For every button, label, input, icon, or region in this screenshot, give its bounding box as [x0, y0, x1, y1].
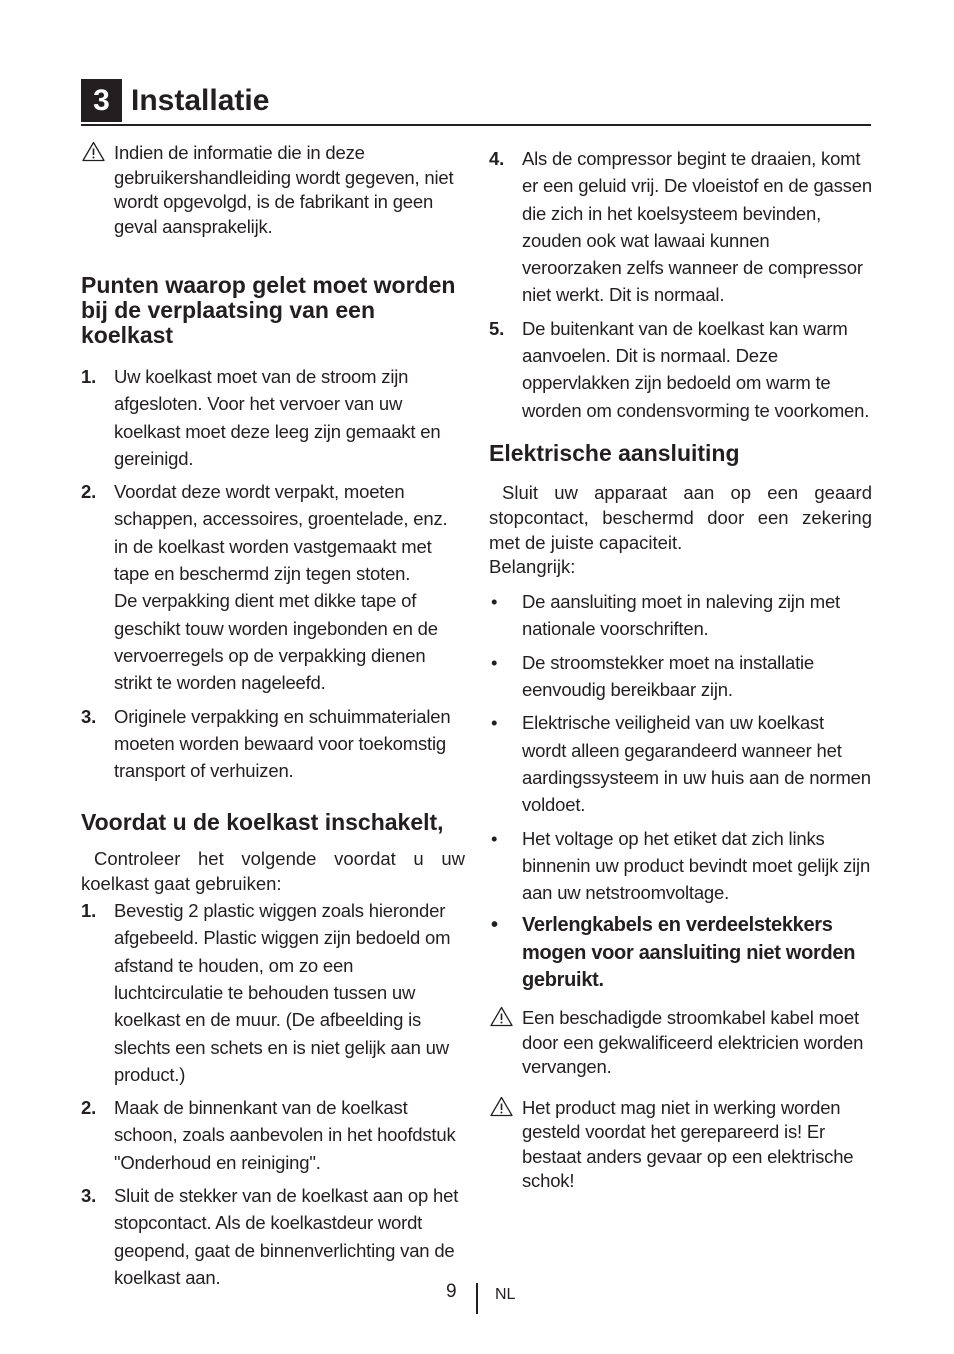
- list-item: [81, 363, 465, 472]
- warning-text: Een beschadigde stroomkabel kabel moet door een gekwalificeerd elektricien worden vervangen.: [522, 1007, 864, 1078]
- bullet-mark: •: [491, 591, 498, 613]
- section-heading-electrical: Elektrische aansluiting: [489, 439, 740, 466]
- bullet-item: [489, 825, 872, 907]
- warning-triangle-icon: [490, 1006, 513, 1027]
- item-text: Maak de binnenkant van de koelkast schoon, zoals aanbevolen in het hoofdstuk "Onderhoud en reiniging".: [114, 1097, 456, 1173]
- bullet-mark: •: [491, 827, 498, 849]
- footer-divider: [476, 1283, 478, 1314]
- warning-notice: [489, 1096, 872, 1194]
- left-column: [81, 141, 465, 1297]
- list-item: [81, 897, 465, 1088]
- bullet-item: [489, 649, 872, 704]
- item-number: 2.: [81, 1097, 97, 1119]
- language-code: NL: [495, 1286, 516, 1303]
- moving-list: [81, 363, 465, 784]
- list-item: [489, 315, 872, 424]
- bullet-text: Verlengkabels en verdeelstekkers mogen voor aansluiting niet worden gebruikt.: [522, 914, 856, 992]
- item-text: Bevestig 2 plastic wiggen zoals hieronder afgebeeld. Plastic wiggen zijn bedoeld om afstand te houden, om zo een luchtcirculatie te behouden tussen uw koelkast en de muur. (De afbeelding is slechts een schets en is niet gelijk aan uw product.): [114, 900, 451, 1085]
- item-number: 5.: [489, 317, 505, 339]
- item-number: 3.: [81, 1185, 97, 1207]
- bullet-mark: •: [491, 914, 498, 937]
- item-text: Uw koelkast moet van de stroom zijn afgesloten. Voor het vervoer van uw koelkast moet deze leeg zijn gemaakt en gereinigd.: [114, 366, 441, 469]
- item-text: Voordat deze wordt verpakt, moeten schappen, accessoires, groentelade, enz. in de koelkast worden vastgemaakt met tape en beschermd zijn tegen stoten.: [114, 481, 448, 585]
- bullet-mark: •: [491, 651, 498, 673]
- item-text: De buitenkant van de koelkast kan warm aanvoelen. Dit is normaal. Deze oppervlakken zijn bedoeld om warm te worden om condensvorming te voorkomen.: [522, 317, 870, 421]
- electrical-bullets: [489, 588, 872, 994]
- continued-checklist: [489, 145, 872, 424]
- list-item: [81, 1182, 465, 1291]
- electrical-intro: Sluit uw apparaat aan op een geaard stopcontact, beschermd door een zekering met de juiste capaciteit.: [489, 481, 872, 553]
- chapter-number: 3: [81, 79, 122, 122]
- bullet-text: De stroomstekker moet na installatie eenvoudig bereikbaar zijn.: [522, 651, 815, 701]
- bullet-item: [489, 588, 872, 643]
- right-column: [489, 141, 872, 1194]
- item-number: 4.: [489, 148, 505, 169]
- warning-triangle-icon: [82, 141, 105, 162]
- list-item: [81, 478, 465, 696]
- warning-text: Het product mag niet in werking worden gesteld voordat het gerepareerd is! Er bestaat anders gevaar op een elektrische schok!: [522, 1096, 854, 1192]
- list-item: [81, 1094, 465, 1176]
- chapter-header: [81, 79, 871, 126]
- list-item: [489, 145, 872, 309]
- intro-paragraph: Controleer het volgende voordat u uw koelkast gaat gebruiken:: [81, 848, 465, 895]
- important-label: Belangrijk:: [489, 556, 576, 578]
- warning-text: Indien de informatie die in deze gebruikershandleiding wordt gegeven, niet wordt opgevolgd, is de fabrikant in geen geval aansprakelijk.: [114, 142, 454, 237]
- page-number: 9: [446, 1281, 457, 1302]
- item-number: 2.: [81, 481, 97, 503]
- bullet-item-emphasized: [489, 912, 872, 994]
- bullet-text: Elektrische veiligheid van uw koelkast wordt alleen gegarandeerd wanneer het aardingssysteem in uw huis aan de normen voldoet.: [522, 712, 871, 816]
- chapter-title: Installatie: [131, 84, 270, 117]
- item-text: Originele verpakking en schuimmaterialen moeten worden bewaard voor toekomstig transport of verhuizen.: [114, 705, 451, 782]
- bullet-mark: •: [491, 712, 498, 734]
- list-item: [81, 703, 465, 785]
- bullet-item: [489, 709, 872, 818]
- item-number: 3.: [81, 705, 97, 727]
- warning-notice: [489, 1006, 872, 1080]
- item-text-continued: De verpakking dient met dikke tape of geschikt touw worden ingebonden en de vervoerregels op de verpakking dienen strikt te worden nageleefd.: [114, 590, 438, 694]
- item-number: 1.: [81, 366, 97, 387]
- bullet-text: De aansluiting moet in naleving zijn met nationale voorschriften.: [522, 591, 840, 640]
- bullet-text: Het voltage op het etiket dat zich links binnenin uw product bevindt moet gelijk zijn aan uw netstroomvoltage.: [522, 827, 871, 904]
- item-text: Sluit de stekker van de koelkast aan op het stopcontact. Als de koelkastdeur wordt geopend, gaat de binnenverlichting van de koelkast aan.: [114, 1185, 459, 1288]
- checklist: [81, 897, 465, 1291]
- section-heading-before-switch-on: Voordat u de koelkast inschakelt,: [81, 809, 444, 836]
- item-number: 1.: [81, 900, 97, 922]
- warning-triangle-icon: [490, 1096, 513, 1117]
- item-text: Als de compressor begint te draaien, komt er een geluid vrij. De vloeistof en de gassen die zich in het koelsysteem bevinden, zouden ook wat lawaai kunnen veroorzaken zelfs wanneer de compressor niet werkt. Dit is normaal.: [522, 148, 872, 306]
- warning-notice: [81, 141, 465, 239]
- section-heading-moving: Punten waarop gelet moet worden bij de verplaatsing van een koelkast: [81, 272, 456, 348]
